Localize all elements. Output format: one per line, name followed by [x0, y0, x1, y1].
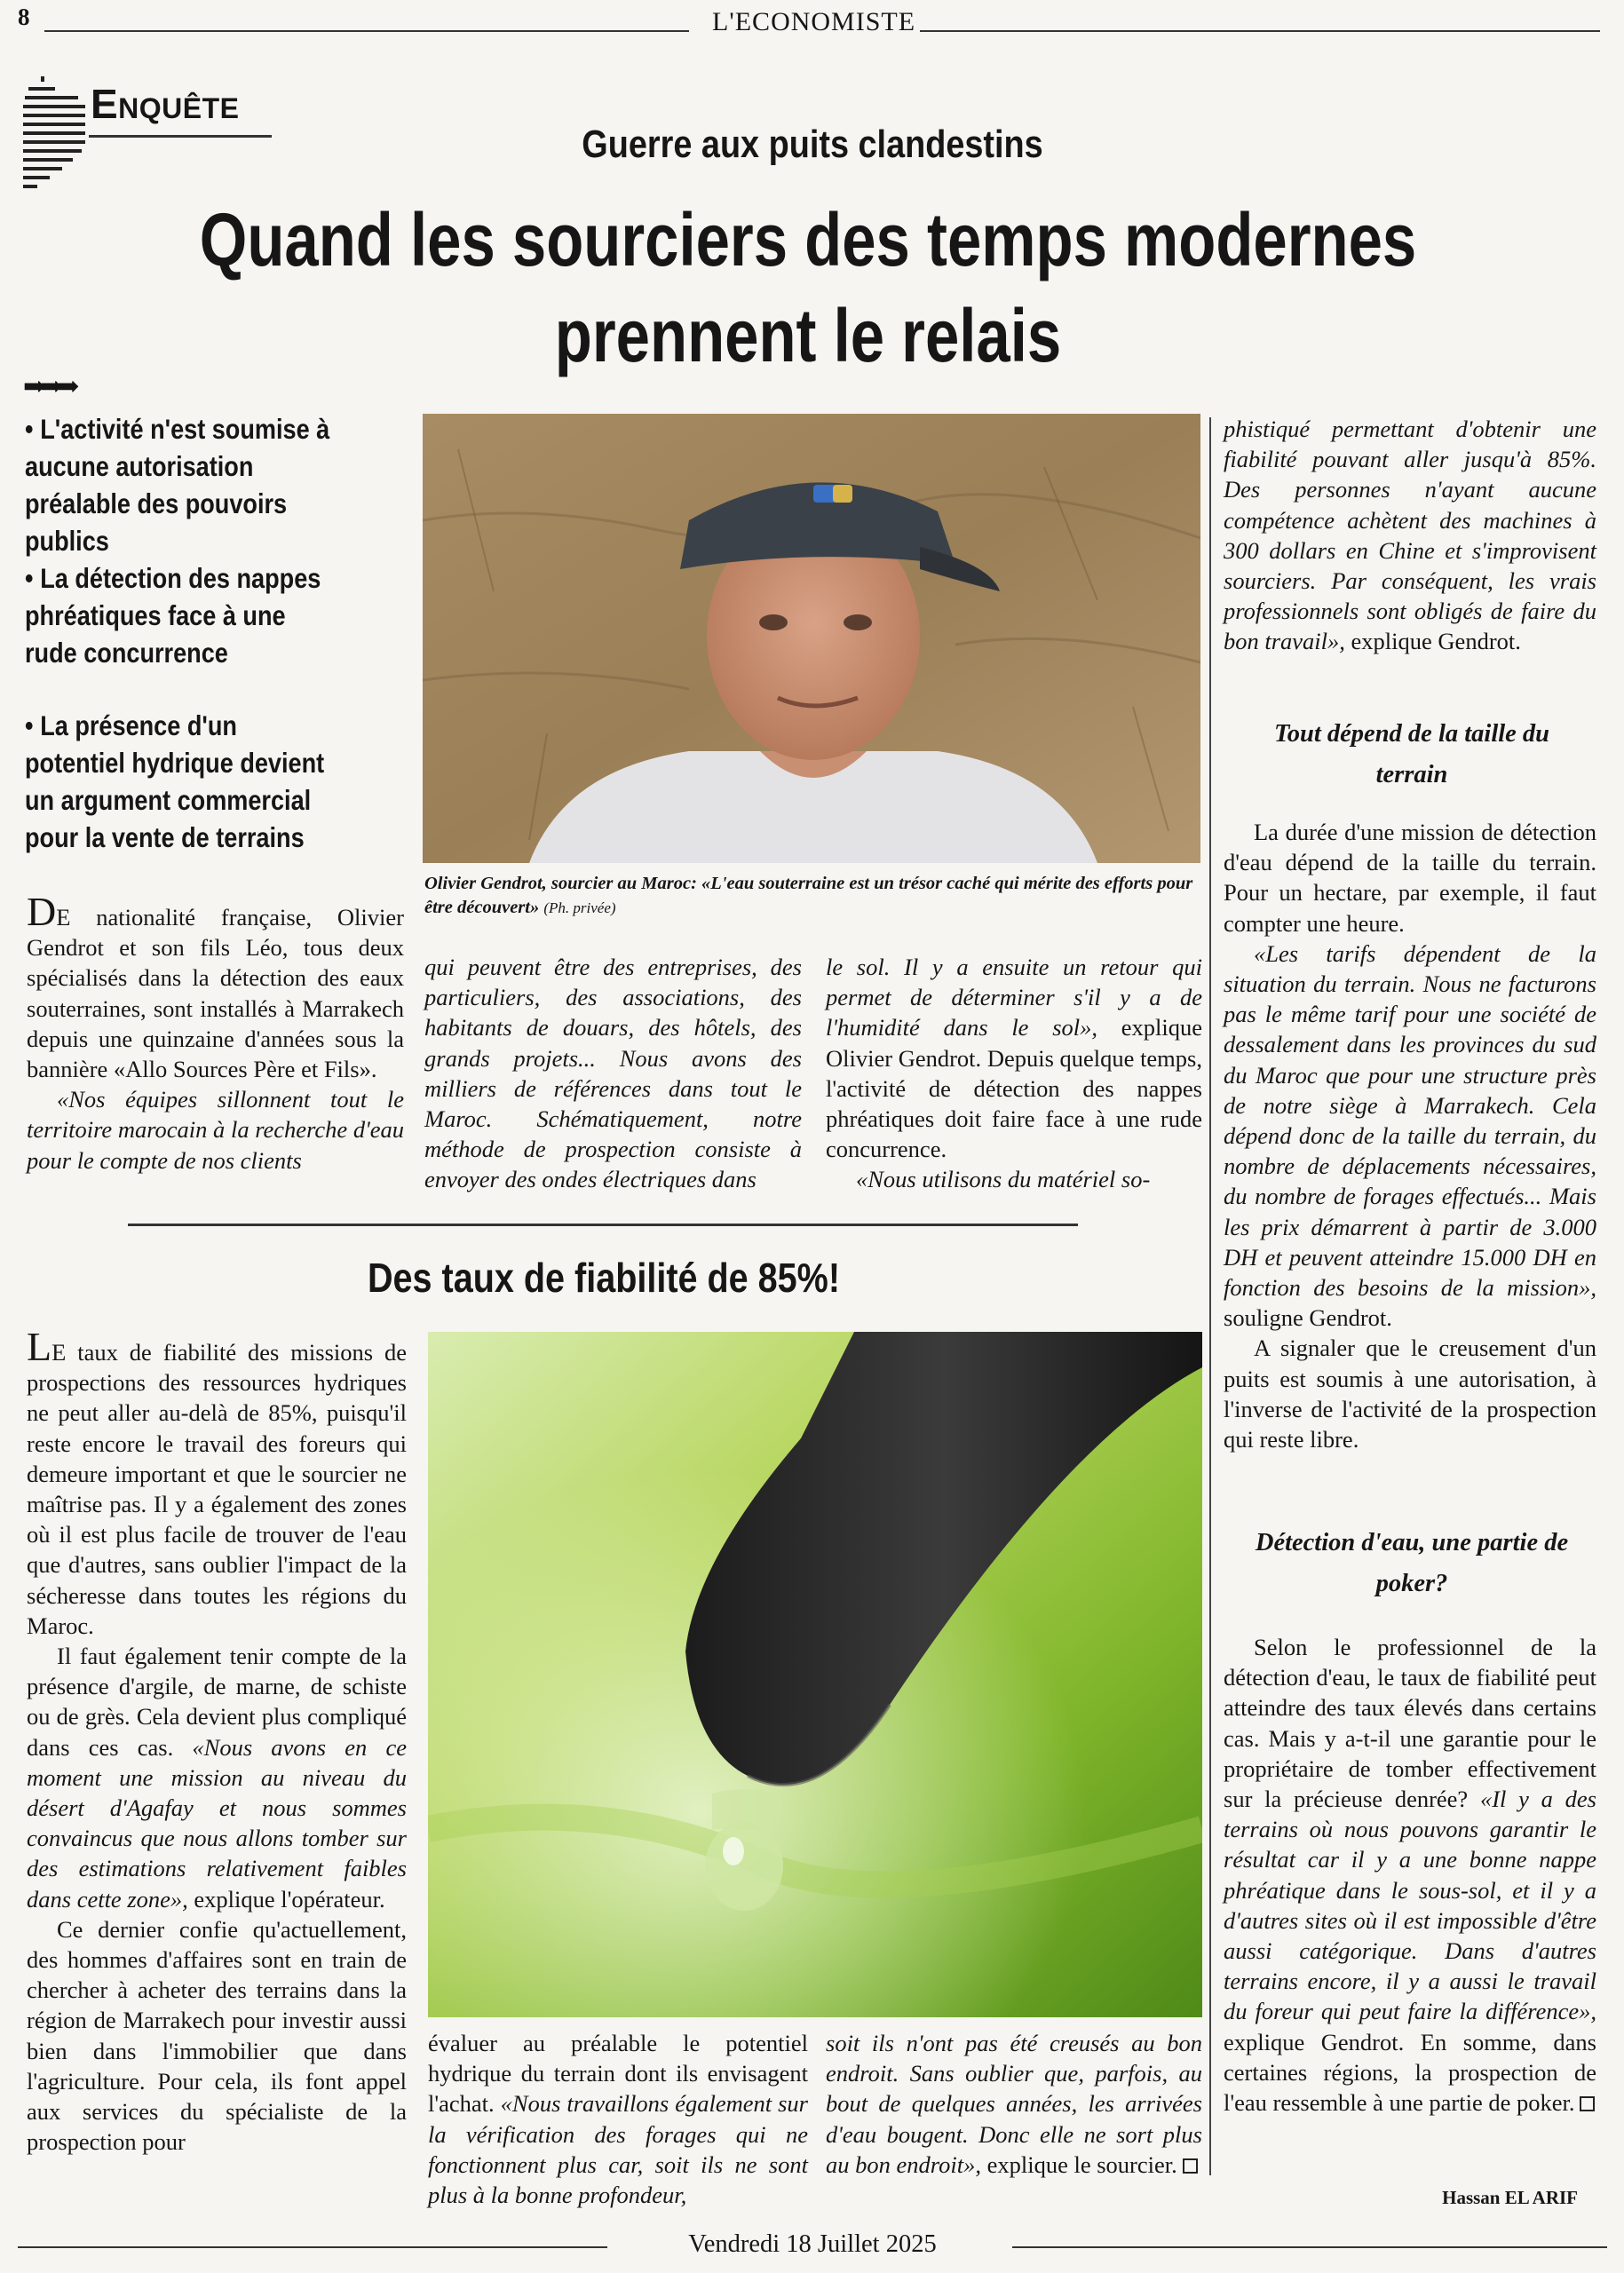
footer-rule-right — [1012, 2246, 1607, 2248]
right-column-top: phistiqué permettant d'obtenir une fiabilité pouvant aller jusqu'à 85%. Des personnes n'ayant aucune compétence achètent des machines à 300 dollars en Chine et s'improvisent sourciers. Par conséquent, les vrais professionnels sont obligés de faire du bon travail», explique Gendrot. — [1224, 416, 1596, 655]
drop-cap: L — [27, 1324, 52, 1369]
portrait-photo — [423, 414, 1200, 863]
article1-col3: le sol. Il y a ensuite un retour qui permet de déterminer s'il y a de l'humidité dans le sol», explique Olivier Gendrot. Depuis quelque temps, l'activité de détection des nappes phréatiques doit faire face à une rude concurrence. «Nous utilisons du matériel so- — [826, 954, 1202, 1193]
right-column-middle: La durée d'une mission de détection d'eau dépend de la taille du terrain. Pour un hectare, par exemple, il faut compter une heure. «Les tarifs dépendent de la situation du terrain. Nous ne facturons pas le même tarif pour une société de dessalement dans les provinces du sud du Maroc que pour une structure près de notre siège à Marrakech. Cela dépend donc de la taille du terrain, du nombre de déplacements nécessaires, du nombre de forages effectués... Mais les prix démarrent à partir de 3.000 DH et peuvent atteindre 15.000 DH en fonction des besoins de la mission», souligne Gendrot. A signaler que le creusement d'un puits est soumis à une autorisation, à l'inverse de l'activité de la prospection qui reste libre. — [1224, 819, 1596, 1453]
section-tag-lines-icon — [23, 76, 87, 192]
water-drop-photo — [428, 1332, 1202, 2017]
article2-col3: soit ils n'ont pas été creusés au bon endroit. Sans oublier que, parfois, au bout de quelques années, les arrivées d'eau bougent. Donc elle ne sort plus au bon endroit», explique le sourcier. — [826, 2030, 1202, 2178]
subhead-partie-poker: Détection d'eau, une partie de poker? — [1255, 1529, 1569, 1597]
section-tag-rule — [89, 135, 272, 138]
page-number: 8 — [18, 4, 30, 30]
highlight-item: • L'activité n'est soumise à aucune autorisation préalable des pouvoirs publics — [25, 413, 330, 557]
arrows-icon: ➡➡➡ — [23, 372, 75, 401]
header-rule-left — [44, 30, 689, 32]
footer-rule-left — [18, 2246, 607, 2248]
highlight-item: • La détection des nappes phréatiques face à une rude concurrence — [25, 562, 321, 669]
end-mark-icon — [1183, 2158, 1198, 2174]
highlight-item: • La présence d'un potentiel hydrique devient un argument commercial pour la vente de terrains — [25, 709, 325, 853]
section-tag: Enquête — [91, 81, 240, 127]
right-column-bottom: Selon le professionnel de la détection d'eau, le taux de fiabilité peut atteindre des taux élevés dans certains cas. Mais y a-t-il une garantie pour le propriétaire de tomber effectivement sur la précieuse denrée? «Il y a des terrains où nous pouvons garantir le résultat car il y a une bonne nappe phréatique dans le sous-sol, et il y a d'autres sites où il est impossible d'être aussi catégorique. Dans d'autres terrains encore, il y a aussi le travail du foreur qui peut faire la différence», explique Gendrot. En somme, dans certaines régions, la prospection de l'eau ressemble à une partie de poker. — [1224, 1634, 1596, 2117]
article2-col2: évaluer au préalable le potentiel hydrique du terrain dont ils envisagent l'achat. «Nous travaillons également sur la vérification des forages qui ne fonctionnent plus car, soit ils ne sont plus à la bonne profondeur, — [428, 2030, 808, 2209]
photo-caption: Olivier Gendrot, sourcier au Maroc: «L'eau souterraine est un trésor caché qui mérite des efforts pour être découvert» (Ph. privée) — [424, 874, 1193, 917]
section-title: Des taux de fiabilité de 85%! — [367, 1255, 841, 1301]
header-rule-right — [920, 30, 1600, 32]
article1-col2: qui peuvent être des entreprises, des particuliers, des associations, des habitants de douars, des hôtels, des grands projets... Nous avons des milliers de références dans tout le Maroc. Schématiquement, notre méthode de prospection consiste à envoyer des ondes électriques dans — [424, 954, 802, 1193]
article2-col1: LE taux de fiabilité des missions de prospections des ressources hydriques ne peut aller au-delà de 85%, puisqu'il reste encore le travail des foreurs qui demeure important et que le sourcier ne maîtrise pas. Il y a également des zones où il est plus facile de trouver de l'eau que d'autres, sans oublier l'impact de la sécheresse dans toutes les régions du Maroc. Il faut également tenir compte de la présence d'argile, de marne, de schiste ou de grès. Cela devient plus compliqué dans ces cas. «Nous avons en ce moment une mission au niveau du désert d'Agafay et nous sommes convaincus que nous allons tomber sur des estimations relativement faibles dans cette zone», explique l'opérateur. Ce dernier confie qu'actuellement, des hommes d'affaires sont en train de chercher à acheter des terrains dans la région de Marrakech pour investir aussi bien dans l'immobilier que dans l'agriculture. Pour cela, ils font appel aux services du spécialiste de la prospection pour — [27, 1324, 407, 2156]
byline: Hassan EL ARIF — [1442, 2187, 1578, 2208]
kicker: Guerre aux puits clandestins — [582, 123, 1043, 166]
column-divider — [1209, 417, 1211, 2175]
article1-col1: DE nationalité française, Olivier Gendrot et son fils Léo, tous deux spécialisés dans la détection des eaux souterraines, sont installés à Marrakech depuis une quinzaine d'années sous la bannière «Allo Sources Père et Fils». «Nos équipes sillonnent tout le territoire marocain à la recherche d'eau pour le compte de nos clients — [27, 889, 404, 1174]
headline: Quand les sourciers des temps modernes prennent le relais — [199, 198, 1417, 377]
drop-cap: D — [27, 889, 57, 934]
footer-date: Vendredi 18 Juillet 2025 — [688, 2230, 937, 2258]
subhead-taille-terrain: Tout dépend de la taille du terrain — [1273, 720, 1550, 788]
end-mark-icon — [1580, 2096, 1595, 2111]
masthead: L'ECONOMISTE — [712, 7, 916, 36]
section-divider — [128, 1224, 1078, 1226]
